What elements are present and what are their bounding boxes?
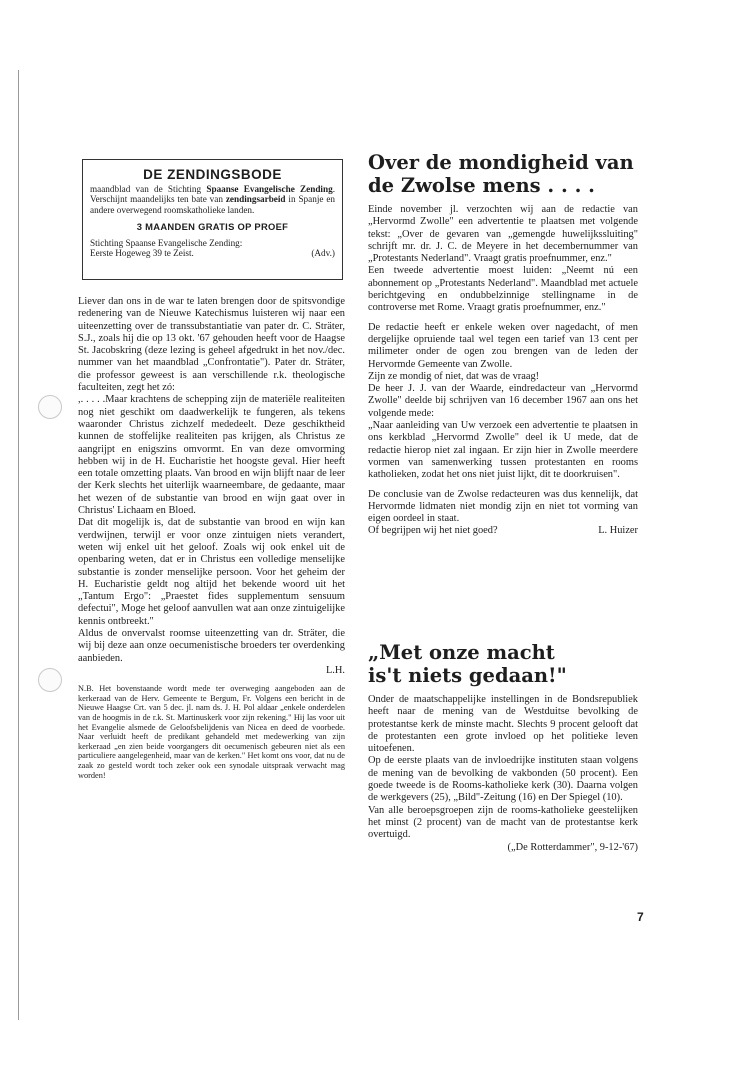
left-article — [78, 296, 345, 780]
paragraph: De heer J. J. van der Waarde, eindredacteur van „Hervormd Zwolle" deelde bij schrijven van 16 december 1967 aan ons het volgende mede: — [368, 383, 638, 419]
punch-hole — [38, 395, 62, 419]
paragraph: Dat dit mogelijk is, dat de substantie van brood en wijn kan verdwijnen, terwijl er voor onze zintuigen niets verandert, weten wij enkel uit het geloof. Zoals wij ook enkel uit de openbaring weten, dat er in Christus een volledige menselijke substantie is zonder menselijke persoon. Voor het geheim der H. Eucharistie geldt nog altijd het bekende woord uit het „Tantum Ergo": „Praestet fides supplementum sensuum defectui", Moge het geloof aanvullen wat aan onze zintuigelijke kennis ontbreekt." — [78, 517, 345, 627]
punch-hole — [38, 668, 62, 692]
ad-title: DE ZENDINGSBODE — [143, 167, 282, 182]
paragraph: Een tweede advertentie moest luiden: „Neemt nú een abonnement op „Protestants Nederland". Maandblad met actuele berichtgeving en ondubbelzinnige stellingname in de controverse met Rome. Vraagt gratis proefnummer, enz." — [368, 265, 638, 314]
ad-address-line2: Eerste Hogeweg 39 te Zeist. — [90, 248, 194, 258]
paragraph: De redactie heeft er enkele weken over nagedacht, of men dergelijke opruiende taal wel tegen een tarief van 13 cent per milimeter onder de ogen zou brengen van de leden der Hervormde Gemeente van Zwolle. — [368, 321, 638, 370]
advertisement-box — [82, 159, 343, 280]
closing-question: Of begrijpen wij het niet goed? — [368, 525, 498, 537]
right-article-macht — [368, 641, 638, 854]
paragraph: Liever dan ons in de war te laten brengen door de spitsvondige redenering van de Nieuwe Katechismus luisteren wij naar een uiteenzetting over de transsubstantiatie van pater dr. C. Sträter, S.J., zoals hij die op 13 okt. '67 gehouden heeft voor de Haagse St. Jacobskring (deze lezing is geheel afgedrukt in het nov./dec. nummer van het maandblad „Confrontatie"). Pater dr. Sträter, die professor geweest is aan verschillende r.k. theologische faculteiten, zegt het zó: — [78, 296, 345, 394]
article-headline: Over de mondigheid van — [368, 151, 634, 174]
footnote: N.B. Het bovenstaande wordt mede ter overweging aangeboden aan de kerkeraad van de Herv. Gemeente te Bergum, Fr. Volgens een bericht in de Nieuwe Haagse Crt. van 5 dec. jl. nam ds. J. H. Pol aldaar „enkele onderdelen van de hoogmis in de r.k. St. Martinuskerk voor zijn rekening." Hij las voor uit het Evangelie alsmede de Geloofsbelijdenis van Nicea en deed de voorbede. Naar verluidt heeft de predikant gehandeld met medewerking van zijn kerkeraad „en zien beide voorgangers dit oecumenisch gebeuren niet als een particuliere aangelegenheid, maar van de kerken." Het komt ons voor, dat nu de zaak zo gesteld wordt toch zeker ook een synodale uitspraak verwacht mag worden! — [78, 684, 345, 780]
paragraph: ,. . . . .Maar krachtens de schepping zijn de materiële realiteiten nog niet geschikt om daadwerkelijk te fungeren, als tekens waaronder Christus zichzelf mededeelt. Deze geschiktheid kunnen de stoffelijke realiteiten pas krijgen, als Christus ze aangrijpt en enigszins omvormt. En van deze omvorming hebben wij in de H. Eucharistie het hoogste geval. Hier heeft een totale omzetting plaats. Van brood en wijn blijft naar de leer der Kerk slechts het uiterlijk waarneembare, de gedaante, maar het wezen of de substantie van brood en wijn gaat over in Christus' Lichaam en Bloed. — [78, 394, 345, 517]
source-citation: („De Rotterdammer", 9-12-'67) — [507, 841, 638, 853]
page-number: 7 — [637, 910, 644, 924]
paragraph: De conclusie van de Zwolse redacteuren was dus kennelijk, dat Hervormde lidmaten niet mondig zijn en niet tot vorming van eigen oordeel in staat. — [368, 488, 638, 525]
page-edge-line — [18, 70, 19, 1020]
article-headline: „Met onze macht — [368, 641, 555, 664]
paragraph: Zijn ze mondig of niet, dat was de vraag! — [368, 370, 540, 382]
ad-body: maandblad van de Stichting Spaanse Evangelische Zending. Verschijnt maandelijks ten bate van zendingsarbeid in Spanje en andere overwegend roomskatholieke landen. — [90, 183, 335, 215]
paragraph: Van alle beroepsgroepen zijn de rooms-katholieke geestelijken het minst (2 procent) van de macht van de protestantse kerk overtuigd. — [368, 804, 638, 841]
article-headline: de Zwolse mens . . . . — [368, 174, 595, 197]
article-headline: is't niets gedaan!" — [368, 664, 567, 687]
paragraph: Onder de maatschappelijke instellingen in de Bondsrepubliek heeft naar de mening van de Westduitse bevolking de protestantse kerk de minste macht. Slechts 9 procent gelooft dat de protestanten een grote invloed op het politieke leven uitoefenen. — [368, 694, 638, 755]
right-article-mondigheid — [368, 151, 638, 538]
signature: L. Huizer — [598, 525, 638, 537]
ad-address-line1: Stichting Spaanse Evangelische Zending: — [90, 237, 243, 248]
ad-offer: 3 MAANDEN GRATIS OP PROEF — [136, 221, 289, 232]
signature: L.H. — [325, 664, 345, 676]
paragraph: Einde november jl. verzochten wij aan de redactie van „Hervormd Zwolle" een advertentie te plaatsen met volgende tekst: „Over de gevaren van „gemengde huwelijkssluiting" schrijft mr. dr. J. C. de Meyere in het decembernummer van „Protestants Nederland". Vraagt gratis proefnummer, enz." — [368, 204, 638, 265]
paragraph: Op de eerste plaats van de invloedrijke instituten staan volgens de mening van de bevolking de vakbonden (50 procent). Een goede tweede is de Rooms-katholieke kerk (30). Daarna volgen de werkgevers (25), „Bild"-Zeitung (16) en Der Spiegel (10). — [368, 755, 638, 804]
ad-tag: (Adv.) — [311, 248, 335, 258]
paragraph: „Naar aanleiding van Uw verzoek een advertentie te plaatsen in ons kerkblad „Hervormd Zwolle" deel ik U mede, dat de redactie hierop niet zal ingaan. Er zijn hier in Zwolle meerdere vormen van samenwerking tussen protestanten en rooms katholieken, zodat het ons niet juist lijkt, dit te doorkruisen". — [368, 420, 638, 481]
paragraph: Aldus de onvervalst roomse uiteenzetting van dr. Sträter, die wij bij deze aan onze oecumenistische broeders ter overdenking aanbieden. — [78, 628, 345, 664]
